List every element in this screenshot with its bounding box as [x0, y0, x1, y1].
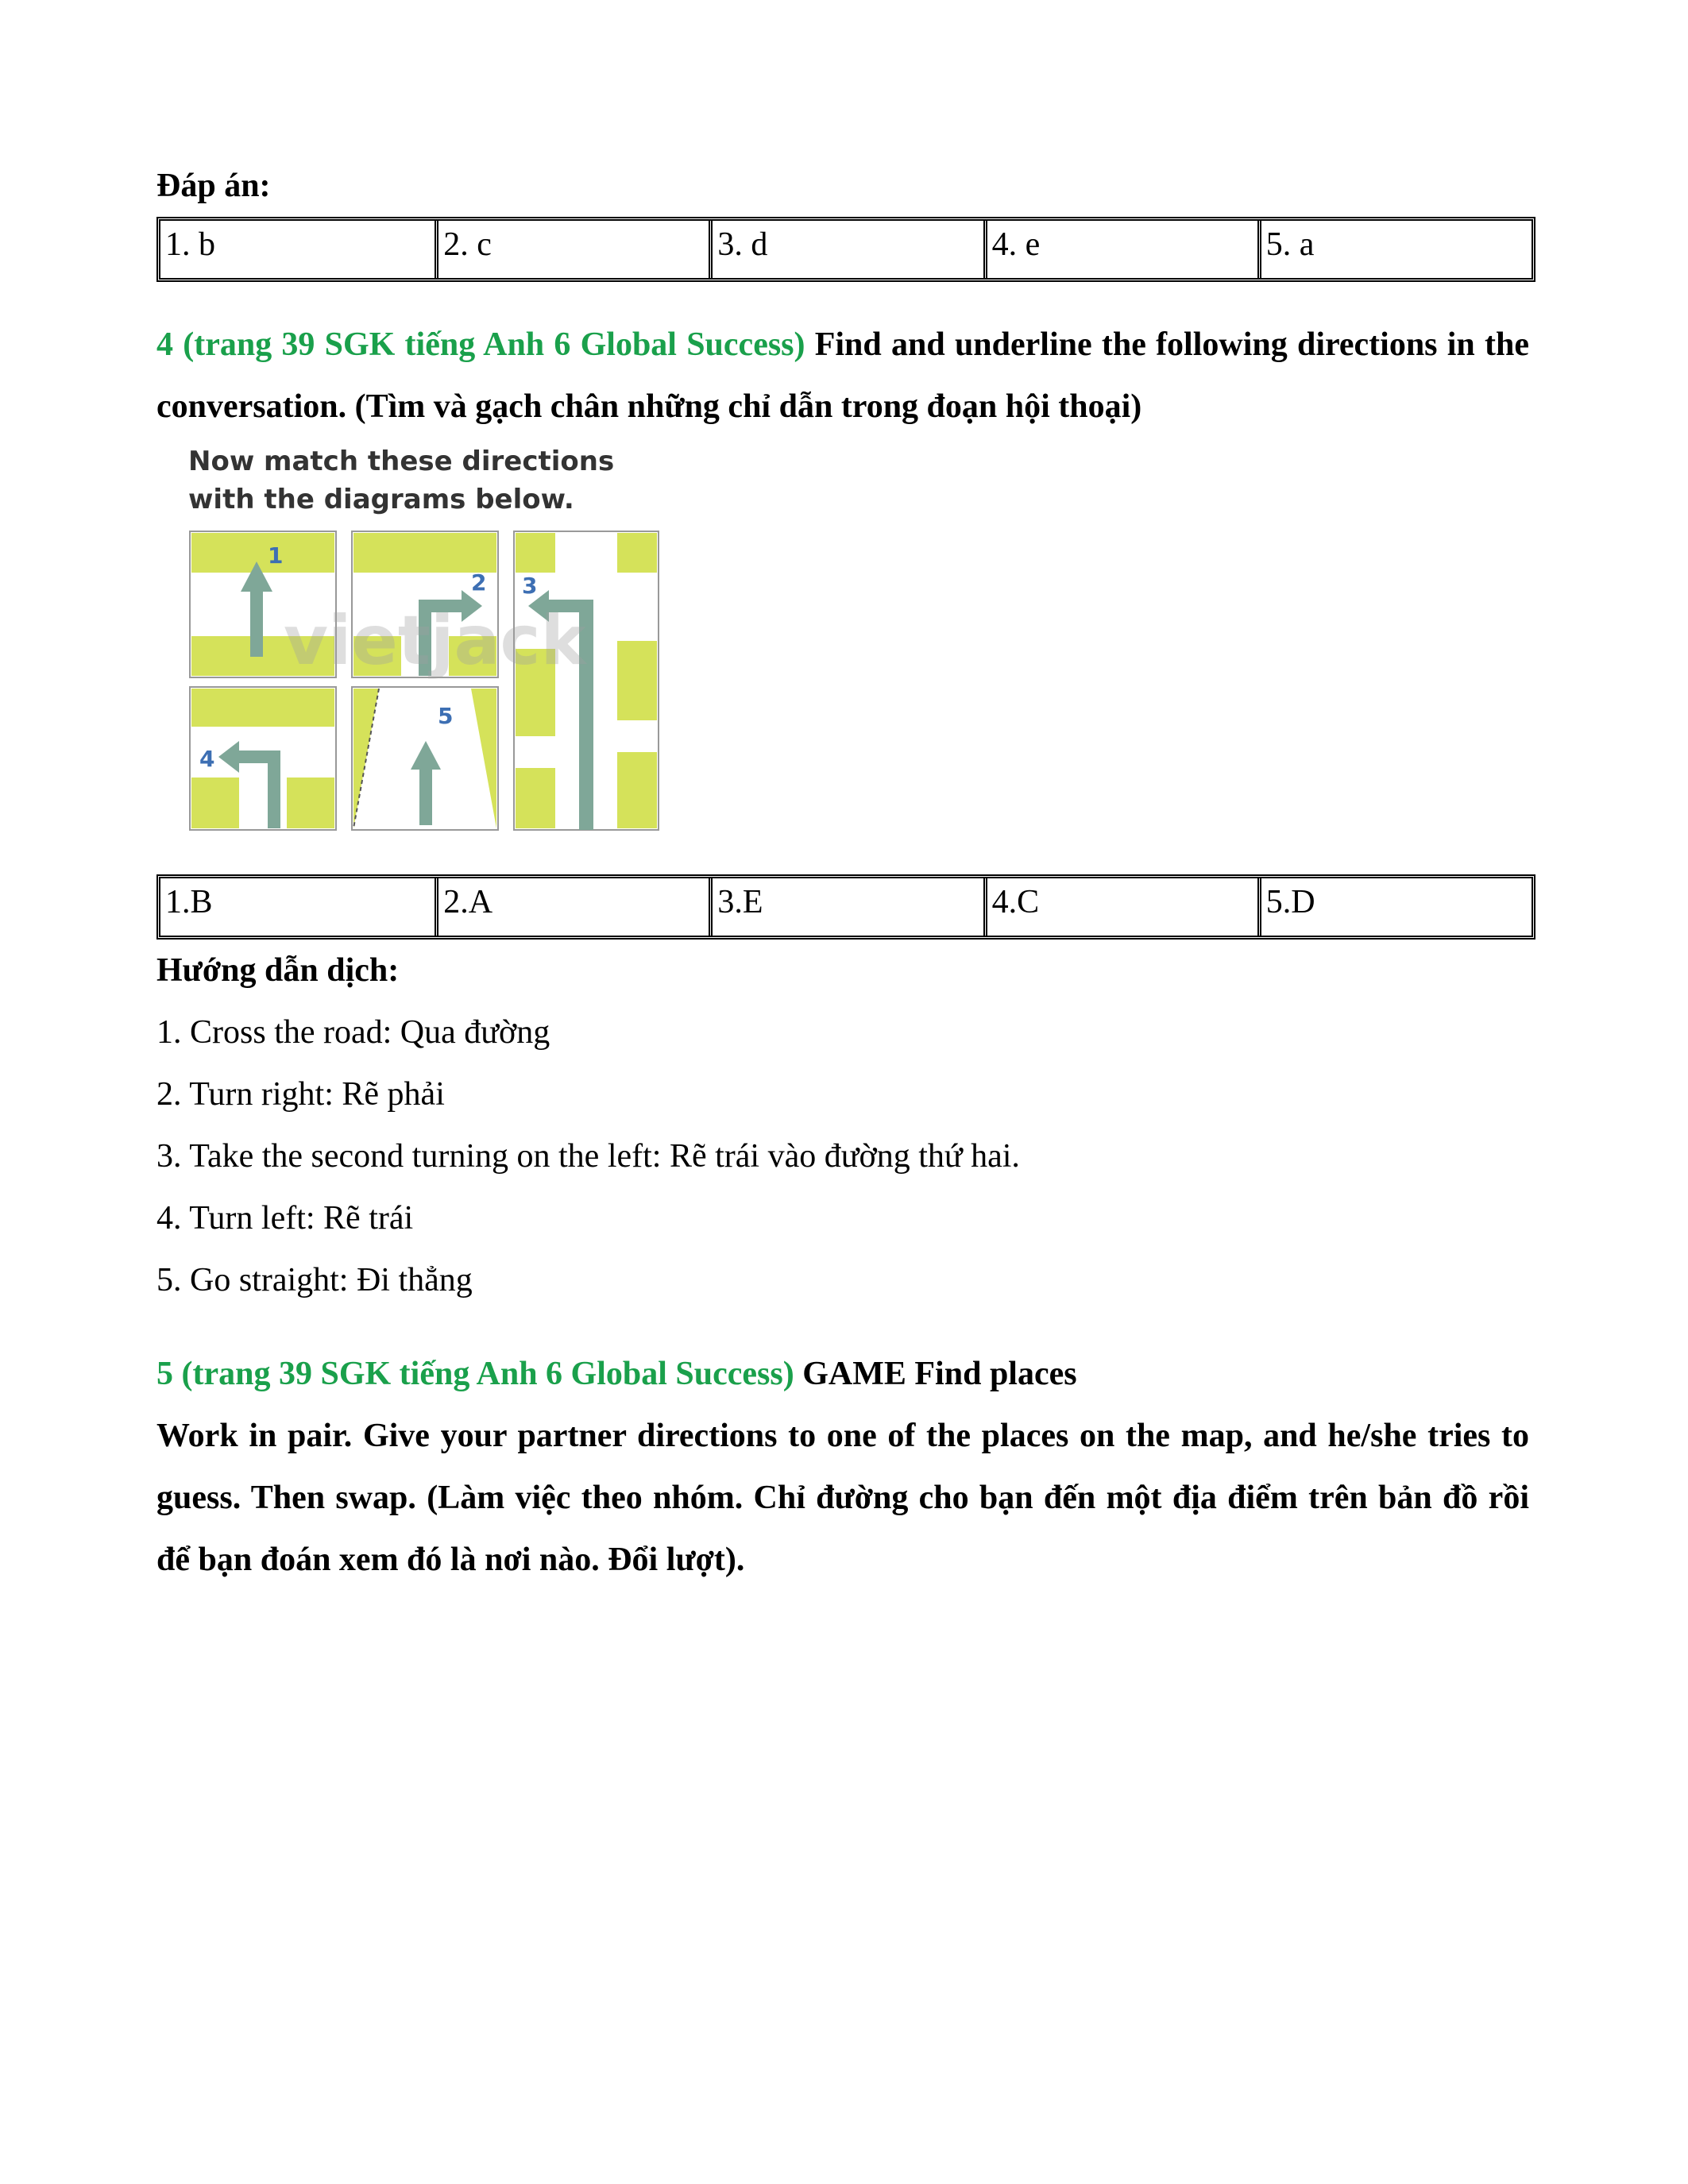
table-row [160, 221, 1532, 278]
section-5-title: GAME Find places [794, 1356, 1077, 1392]
section-4-ref: 4 (trang 39 SGK tiếng Anh 6 Global Success) [156, 326, 805, 363]
document-page [156, 155, 1529, 1591]
table-cell: 5. a [1257, 221, 1532, 278]
guide-item-3: 3. Take the second turning on the left: Rẽ trái vào đường thứ hai. [156, 1138, 1020, 1175]
diagram-3 [514, 531, 659, 830]
directions-diagrams [188, 530, 665, 832]
guide-heading: Hướng dẫn dịch: [156, 952, 400, 989]
answer-table-2 [156, 874, 1535, 940]
figure-caption [188, 442, 665, 519]
diagram-number: 5 [438, 703, 454, 729]
table-cell: 1.B [165, 884, 213, 920]
table-cell: 4.C [983, 878, 1257, 936]
diagram-1 [190, 531, 336, 677]
table-cell: 2. c [435, 221, 709, 278]
guide-item-2: 2. Turn right: Rẽ phải [156, 1076, 445, 1113]
diagram-number: 4 [199, 746, 215, 772]
guide-item-5: 5. Go straight: Đi thẳng [156, 1262, 473, 1298]
diagram-4 [190, 687, 336, 830]
diagram-2 [352, 531, 498, 677]
diagram-5 [352, 687, 498, 830]
section-5-heading [156, 1343, 1529, 1405]
section-5-ref: 5 (trang 39 SGK tiếng Anh 6 Global Success) [156, 1356, 794, 1392]
figure-caption-line-1: Now match these directions [188, 446, 615, 477]
table-cell: 2.A [435, 878, 709, 936]
diagram-number: 3 [522, 573, 538, 599]
section-4-instruction [156, 314, 1529, 438]
answer-heading: Đáp án: [156, 168, 271, 204]
table-cell: 1. b [165, 226, 215, 263]
table-cell: 3.E [709, 878, 983, 936]
watermark: vietjack [284, 601, 586, 681]
section-4-text: Find and underline the following directions in the conversation. (Tìm và gạch chân những chỉ dẫn trong đoạn hội thoại) [156, 326, 1529, 425]
guide-item-4: 4. Turn left: Rẽ trái [156, 1200, 414, 1237]
table-cell: 3. d [709, 221, 983, 278]
arrow-up-icon [250, 585, 263, 657]
table-cell: 5.D [1257, 878, 1532, 936]
directions-diagram-figure [188, 442, 665, 839]
table-cell: 4. e [983, 221, 1257, 278]
answer-table-1 [156, 217, 1535, 282]
section-5-instruction: Work in pair. Give your partner directions to one of the places on the map, and he/she tries to guess. Then swap. (Làm việc theo nhóm. Chỉ đường cho bạn đến một địa điểm trên bản đồ rồi để bạn đoán xem đó là nơi nào. Đổi lượt). [156, 1418, 1529, 1578]
diagram-number: 2 [471, 569, 487, 596]
table-row [160, 878, 1532, 936]
guide-item-1: 1. Cross the road: Qua đường [156, 1014, 550, 1051]
figure-caption-line-2: with the diagrams below. [188, 484, 574, 515]
diagram-number: 1 [268, 542, 284, 569]
